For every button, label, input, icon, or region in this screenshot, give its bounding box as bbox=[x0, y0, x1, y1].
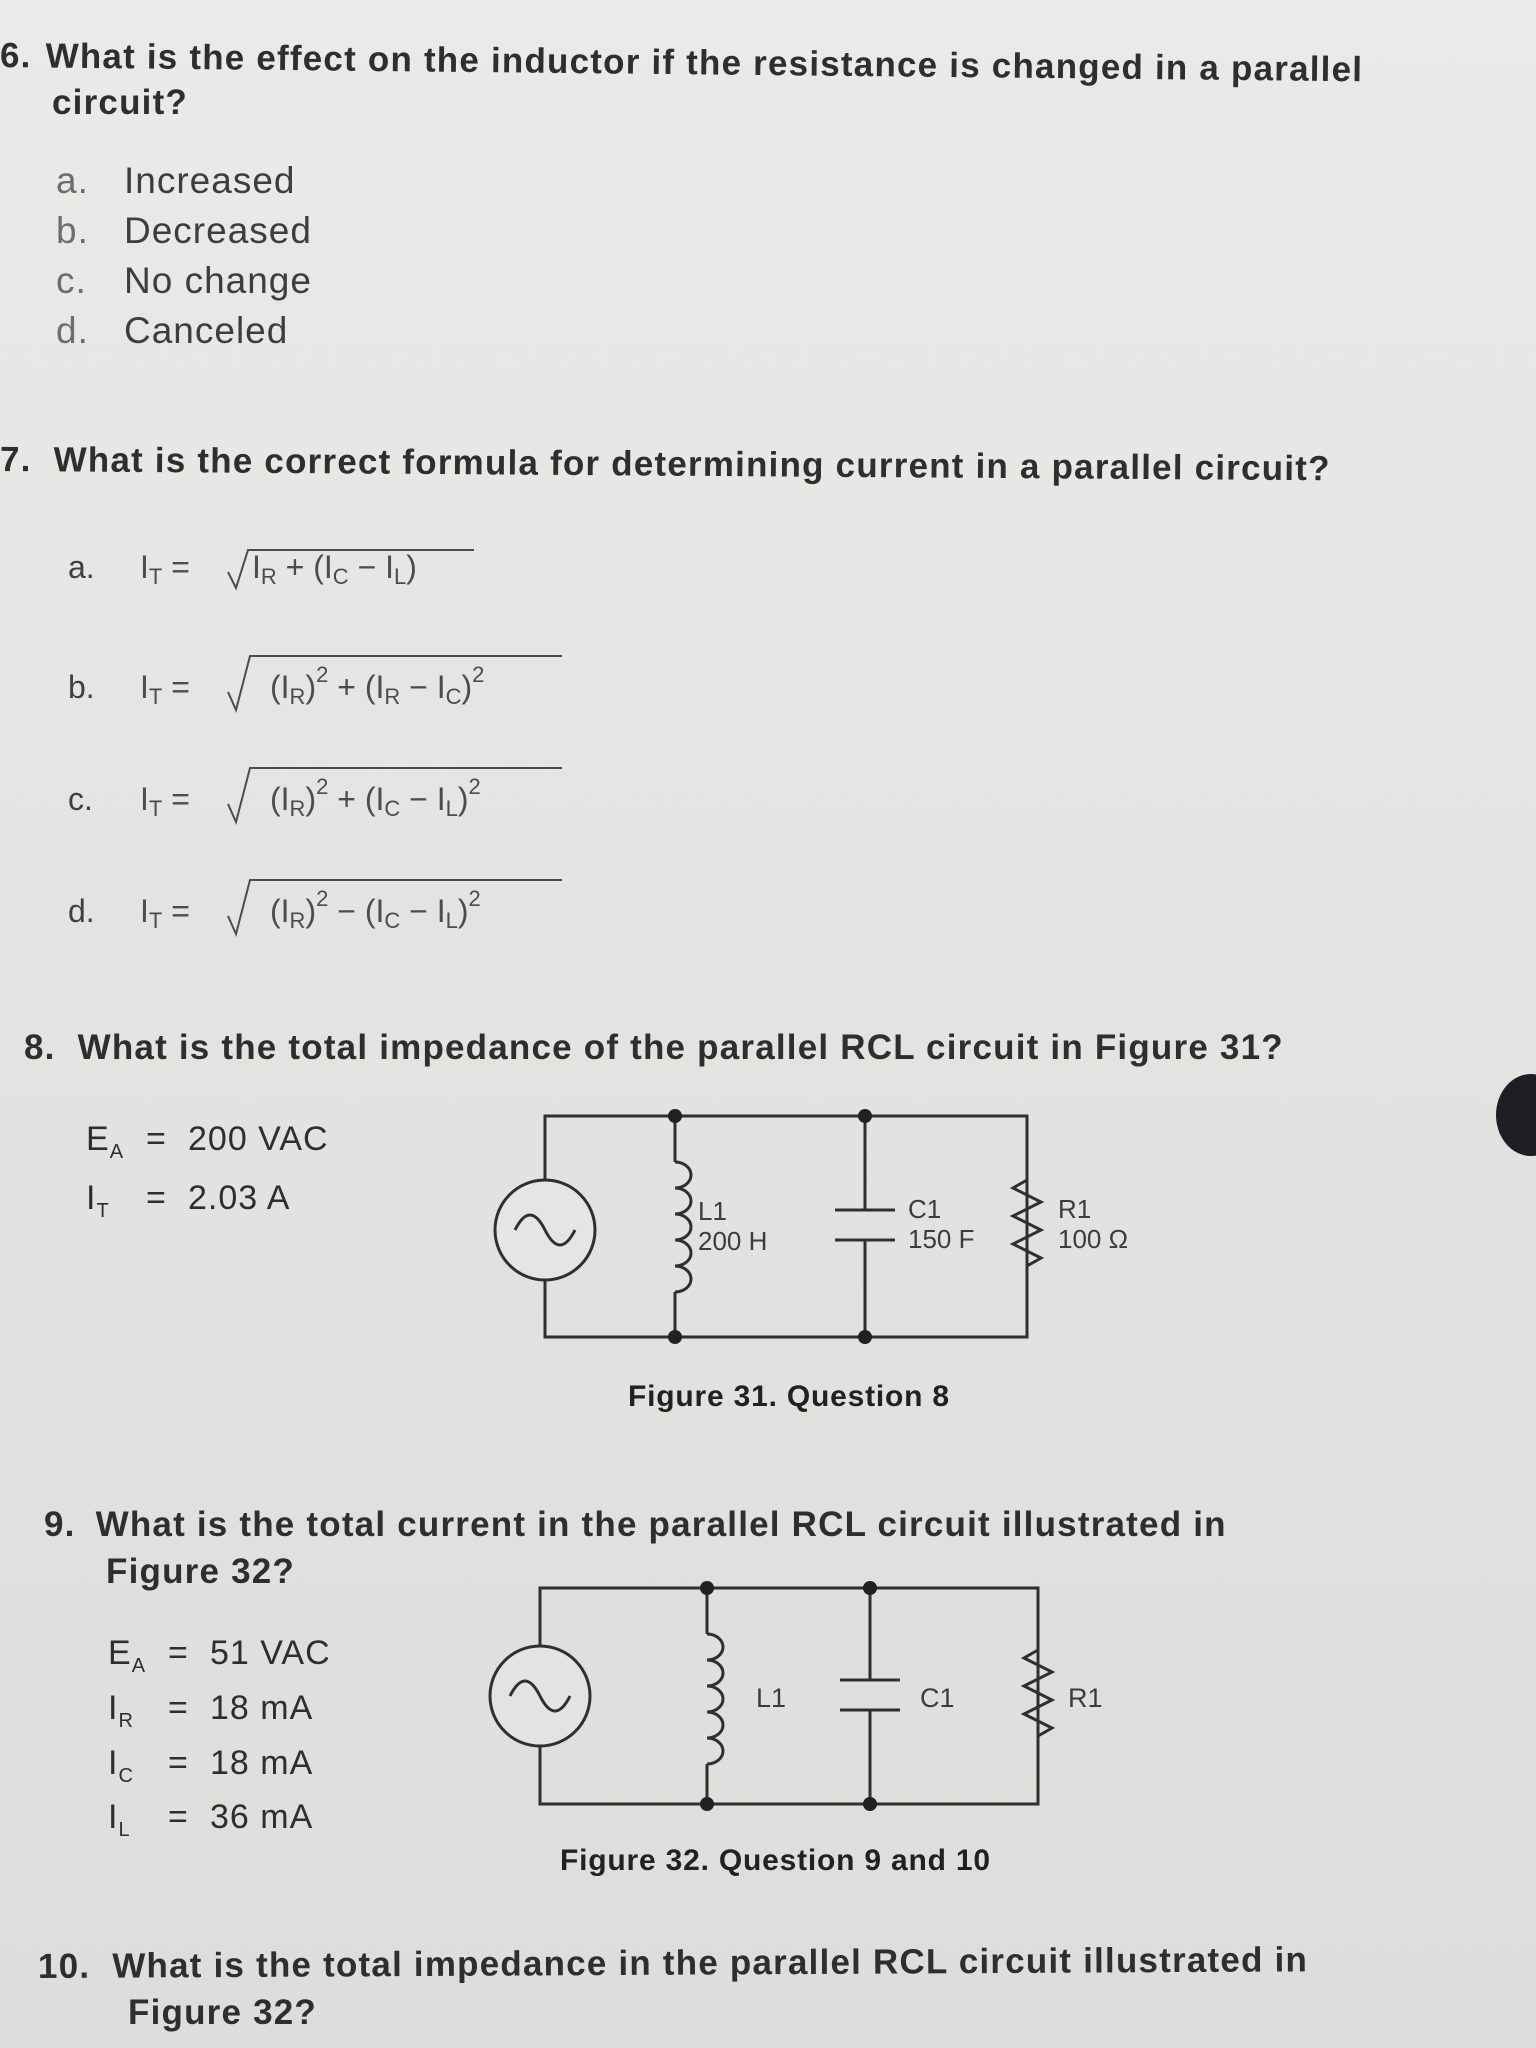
q7-option-a[interactable] bbox=[68, 549, 474, 589]
q6-option-c[interactable] bbox=[56, 260, 312, 302]
inductor-value: 200 H bbox=[698, 1226, 768, 1256]
svg-text:(IR)2 − (IC − IL)2: (IR)$^2$ − (IC − IL)$^2$ bbox=[270, 886, 481, 933]
junction-dot bbox=[668, 1330, 682, 1344]
q6-stem-line2: circuit? bbox=[52, 83, 189, 122]
given-row bbox=[108, 1632, 331, 1687]
capacitor-value: 150 F bbox=[908, 1224, 975, 1254]
given-row bbox=[86, 1175, 329, 1234]
q8-given bbox=[86, 1116, 329, 1234]
q7-text: What is the correct formula for determining current in a parallel circuit? bbox=[53, 440, 1331, 489]
given-symbol: $E_A$ bbox=[108, 1634, 147, 1677]
q7-option-d[interactable] bbox=[68, 880, 562, 934]
q9-number: 9. bbox=[44, 1505, 76, 1544]
q7-option-c[interactable] bbox=[68, 768, 562, 822]
given-row bbox=[108, 1796, 331, 1851]
inductor-coil bbox=[675, 1162, 691, 1292]
circuit-loop bbox=[540, 1588, 1038, 1804]
q6-text: What is the effect on the inductor if the resistance is changed in a parallel bbox=[45, 36, 1364, 90]
option-text: Decreased bbox=[124, 210, 312, 251]
option-text: Canceled bbox=[124, 310, 289, 351]
q10-text: What is the total impedance in the parallel RCL circuit illustrated in bbox=[112, 1940, 1309, 1986]
option-text: Increased bbox=[124, 160, 296, 201]
junction-dot bbox=[668, 1109, 682, 1123]
svg-text:(IR)2 + (IC − IL)2: (IR)$^2$ + (IC − IL)$^2$ bbox=[270, 774, 481, 821]
capacitor-label: C1 bbox=[908, 1194, 942, 1224]
q6-number: 6. bbox=[0, 36, 32, 76]
q8-stem bbox=[24, 1028, 1284, 1068]
given-equals: = bbox=[168, 1634, 189, 1672]
it-symbol: IT = bbox=[140, 549, 190, 589]
given-row bbox=[108, 1742, 331, 1797]
q10-stem-line2: Figure 32? bbox=[128, 1993, 317, 2032]
q6-option-a[interactable] bbox=[56, 160, 296, 202]
junction-dot bbox=[700, 1797, 714, 1811]
given-row bbox=[108, 1687, 331, 1742]
given-equals: = bbox=[146, 1120, 167, 1158]
given-value: 2.03 A bbox=[188, 1178, 291, 1217]
given-equals: = bbox=[168, 1688, 189, 1727]
given-symbol: $I_C$ bbox=[108, 1743, 134, 1787]
given-equals: = bbox=[146, 1178, 167, 1217]
q7-option-b[interactable] bbox=[68, 656, 562, 710]
q6-option-b[interactable] bbox=[56, 210, 312, 252]
svg-text:(IR)2 + (IR − IC)2: (IR)$^2$ + (IR − IC)$^2$ bbox=[270, 662, 485, 709]
q10-stem-line1 bbox=[38, 1940, 1308, 1987]
junction-dot bbox=[858, 1109, 872, 1123]
q9-stem-line1 bbox=[44, 1505, 1227, 1545]
q7-stem bbox=[0, 440, 1331, 489]
option-letter: a. bbox=[56, 160, 89, 201]
resistor-label: R1 bbox=[1058, 1194, 1092, 1224]
option-letter: a. bbox=[68, 549, 95, 585]
given-symbol: $I_T$ bbox=[86, 1178, 110, 1222]
q7-number: 7. bbox=[0, 440, 32, 480]
given-value: 200 VAC bbox=[188, 1120, 329, 1158]
figure-31-circuit bbox=[490, 1100, 1150, 1360]
q9-given bbox=[108, 1632, 331, 1851]
q6-option-d[interactable] bbox=[56, 310, 288, 352]
q6-stem-line1 bbox=[0, 36, 1363, 90]
binder-hole-shadow bbox=[1496, 1074, 1536, 1156]
option-letter: c. bbox=[68, 781, 93, 817]
given-row bbox=[86, 1116, 329, 1175]
option-letter: d. bbox=[68, 893, 95, 929]
option-letter: b. bbox=[68, 669, 95, 705]
junction-dot bbox=[700, 1581, 714, 1595]
given-value: 18 mA bbox=[210, 1688, 314, 1727]
given-value: 18 mA bbox=[210, 1743, 314, 1782]
capacitor-label: C1 bbox=[920, 1683, 955, 1713]
inductor-label: L1 bbox=[698, 1196, 727, 1226]
junction-dot bbox=[863, 1581, 877, 1595]
junction-dot bbox=[858, 1330, 872, 1344]
q7-formulas bbox=[60, 530, 620, 960]
given-value: 36 mA bbox=[210, 1798, 314, 1837]
option-text: No change bbox=[124, 260, 312, 301]
junction-dot bbox=[863, 1797, 877, 1811]
given-equals: = bbox=[168, 1743, 189, 1782]
option-letter: b. bbox=[56, 210, 89, 251]
figure-32-caption: Figure 32. Question 9 and 10 bbox=[560, 1844, 991, 1877]
given-symbol: $I_L$ bbox=[108, 1798, 131, 1842]
given-equals: = bbox=[168, 1798, 189, 1837]
figure-31-caption: Figure 31. Question 8 bbox=[628, 1380, 950, 1413]
option-letter: d. bbox=[56, 310, 89, 351]
svg-text:IT =: IT = bbox=[140, 781, 190, 821]
svg-text:IT =: IT = bbox=[140, 893, 190, 933]
resistor-value: 100 Ω bbox=[1058, 1224, 1129, 1254]
inductor-coil bbox=[707, 1634, 723, 1764]
q8-text: What is the total impedance of the parallel RCL circuit in Figure 31? bbox=[77, 1028, 1284, 1067]
given-symbol: $E_A$ bbox=[86, 1120, 125, 1163]
q10-number: 10. bbox=[37, 1946, 91, 1986]
inductor-label: L1 bbox=[756, 1683, 787, 1713]
option-letter: c. bbox=[56, 260, 87, 301]
svg-text:IR + (IC − IL): IR + (IC − IL) bbox=[252, 549, 417, 589]
figure-32-circuit bbox=[480, 1572, 1120, 1822]
q9-text: What is the total current in the parallel RCL circuit illustrated in bbox=[95, 1505, 1227, 1544]
q8-number: 8. bbox=[24, 1028, 56, 1067]
given-symbol: $I_R$ bbox=[108, 1688, 134, 1732]
q9-stem-line2: Figure 32? bbox=[106, 1552, 295, 1591]
svg-text:IT =: IT = bbox=[140, 669, 190, 709]
resistor-label: R1 bbox=[1068, 1683, 1103, 1713]
given-value: 51 VAC bbox=[210, 1634, 331, 1672]
